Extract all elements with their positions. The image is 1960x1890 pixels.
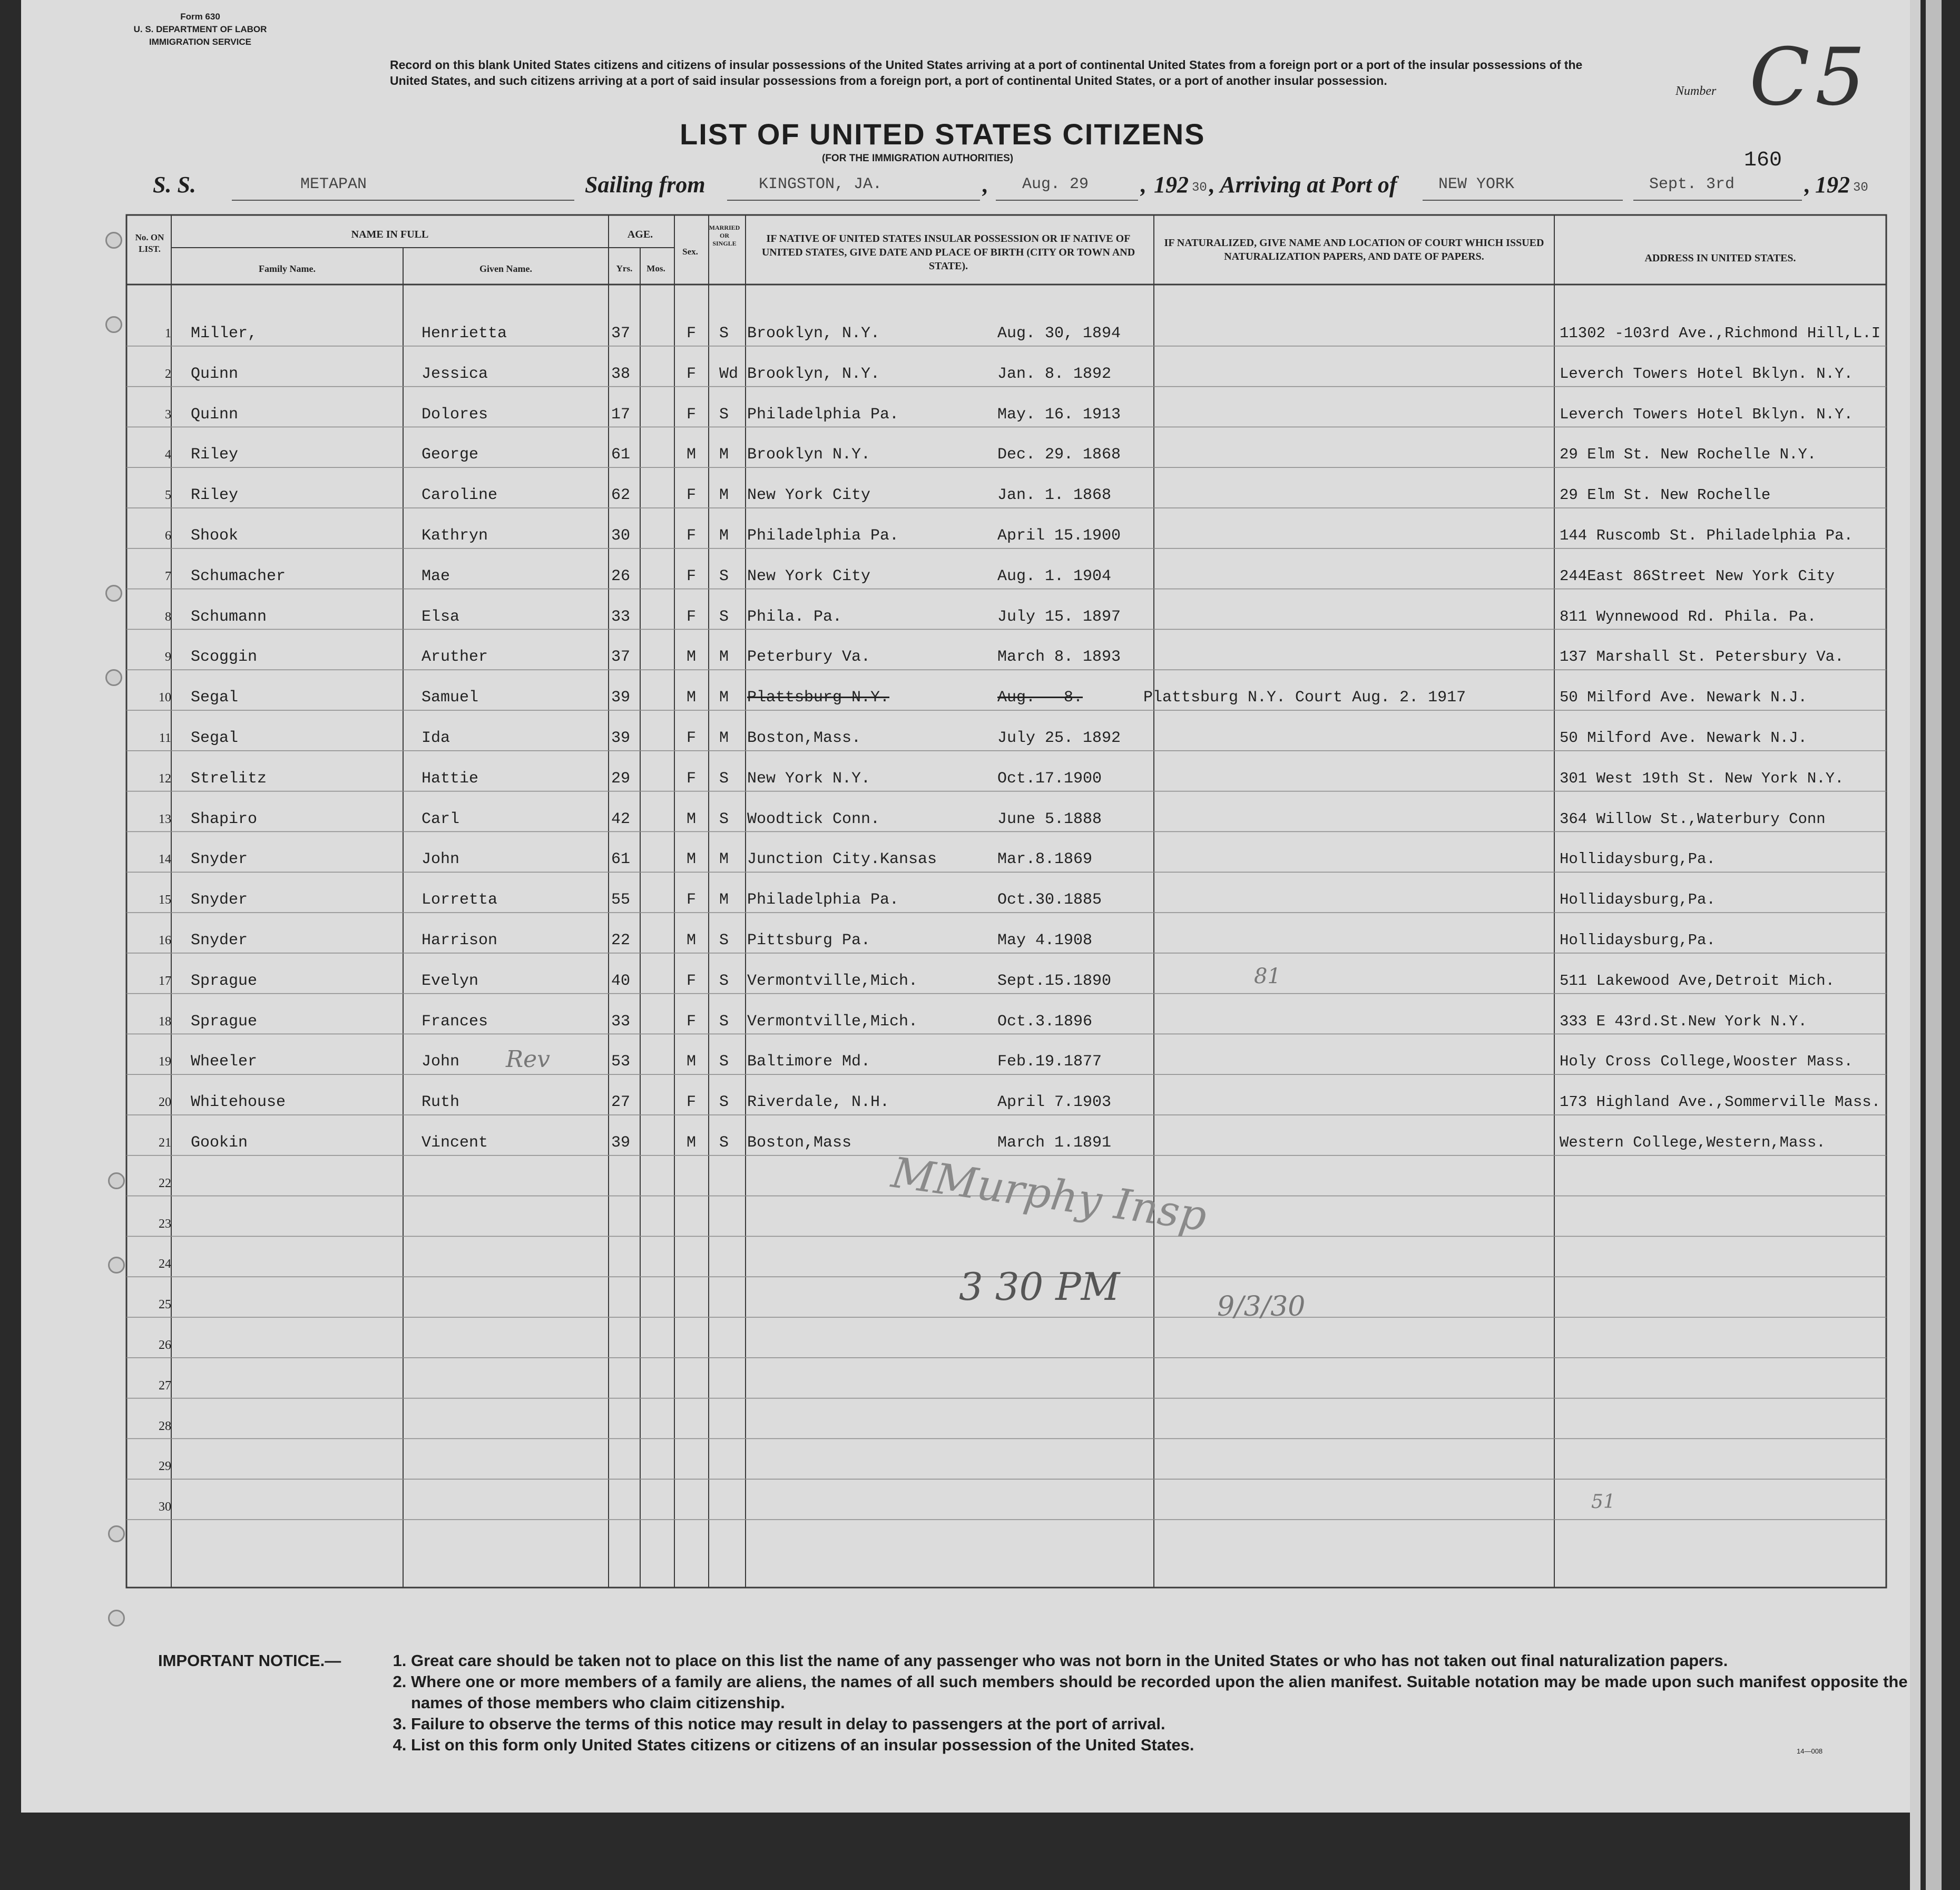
cell-address: 511 Lakewood Ave,Detroit Mich. — [1560, 972, 1835, 990]
cell-yrs: 61 — [611, 850, 631, 869]
service-name: IMMIGRATION SERVICE — [149, 37, 251, 47]
cell-given: Jessica — [422, 365, 488, 383]
cell-given: Aruther — [422, 648, 488, 667]
notice-item-1: 1. Great care should be taken not to place on this list the name of any passenger who was not born in the United States or who has not taken out final naturalization papers. — [411, 1650, 1918, 1671]
cell-address: 364 Willow St.,Waterbury Conn — [1560, 810, 1826, 828]
notice-lead: IMPORTANT NOTICE.— — [158, 1651, 341, 1670]
col-given: Given Name. — [479, 263, 532, 274]
cell-address: Leverch Towers Hotel Bklyn. N.Y. — [1560, 365, 1853, 383]
row-number: 11 — [159, 731, 171, 745]
cell-ms: M — [719, 527, 729, 545]
cell-date: Oct.17.1900 — [997, 769, 1102, 788]
col-yrs: Yrs. — [616, 263, 633, 273]
row-number: 7 — [165, 569, 171, 583]
arrival-date: Sept. 3rd — [1649, 175, 1735, 193]
manifest-sheet — [21, 0, 1910, 1813]
row-number: 1 — [165, 327, 171, 340]
cell-given: Lorretta — [422, 891, 498, 909]
cell-family: Snyder — [191, 932, 248, 949]
cell-address: 173 Highland Ave.,Sommerville Mass. — [1560, 1093, 1881, 1111]
cell-date: April 7.1903 — [997, 1093, 1112, 1112]
notice-item-4: 4. List on this form only United States citizens or citizens of an insular possession of the United States. — [411, 1735, 1918, 1756]
cell-given: Frances — [422, 1012, 488, 1031]
cell-address: 29 Elm St. New Rochelle — [1560, 486, 1771, 504]
cell-address: Leverch Towers Hotel Bklyn. N.Y. — [1560, 405, 1853, 423]
sailing-label: Sailing from — [585, 172, 705, 198]
cell-sex: M — [687, 1134, 697, 1152]
cell-date: March 8. 1893 — [997, 648, 1121, 667]
cell-date: Jan. 8. 1892 — [997, 365, 1112, 383]
cell-sex: M — [687, 932, 697, 949]
cell-date: April 15.1900 — [997, 527, 1121, 545]
cell-address: Western College,Western,Mass. — [1560, 1134, 1826, 1151]
cell-sex: M — [687, 810, 697, 828]
cell-yrs: 27 — [611, 1093, 631, 1112]
row-number: 5 — [165, 488, 171, 503]
cell-family: Whitehouse — [191, 1093, 286, 1112]
row-number: 18 — [159, 1014, 171, 1029]
cell-given: Vincent — [422, 1134, 488, 1152]
cell-sex: F — [687, 567, 697, 585]
cell-place: Philadelphia Pa. — [747, 527, 899, 545]
cell-date: March 1.1891 — [997, 1134, 1112, 1152]
cell-place: Philadelphia Pa. — [747, 405, 899, 424]
cell-given: Dolores — [422, 405, 488, 424]
form-code: 14—008 — [1797, 1747, 1823, 1755]
cell-date: Aug. 30, 1894 — [997, 325, 1121, 342]
cell-yrs: 37 — [611, 325, 631, 342]
notice-item-2: 2. Where one or more members of a family are aliens, the names of all such members should be recorded upon the alien manifest. Suitable notation may be made upon such manifest opposite the names of those members who claim citizenship. — [411, 1671, 1918, 1713]
cell-date: Dec. 29. 1868 — [997, 446, 1121, 464]
form-instruction: Record on this blank United States citizens and citizens of insular possessions of the United States arriving at a port of continental United States from a foreign port or a port of the insular possessions of the United States, and such citizens arriving at a port of said insular possessions from a foreign port, a port of continental United States, or a port of another insular possession. — [390, 58, 1583, 87]
notice-list — [395, 1650, 1918, 1756]
from-port: KINGSTON, JA. — [759, 175, 883, 193]
cell-date: June 5.1888 — [997, 810, 1102, 828]
cell-yrs: 30 — [611, 527, 631, 545]
cell-address: 333 E 43rd.St.New York N.Y. — [1560, 1012, 1807, 1030]
cell-address: 301 West 19th St. New York N.Y. — [1560, 769, 1844, 787]
cell-date: Aug. - 8. — [997, 689, 1083, 707]
page-title: LIST OF UNITED STATES CITIZENS — [680, 117, 1206, 151]
cell-place: Vermontville,Mich. — [747, 972, 918, 990]
row-number: 16 — [159, 934, 171, 947]
cell-ms: S — [719, 972, 729, 990]
cell-ms: S — [719, 1053, 729, 1071]
binding-hole — [105, 232, 122, 249]
row-number: 22 — [159, 1176, 171, 1190]
row-number: 23 — [159, 1217, 171, 1231]
cell-place: Peterbury Va. — [747, 648, 871, 667]
col-age-group: AGE. — [627, 229, 653, 240]
cell-ms: M — [719, 729, 729, 747]
cell-given: Samuel — [422, 689, 479, 707]
cell-place: Woodtick Conn. — [747, 810, 880, 828]
cell-given: John — [422, 1053, 460, 1071]
comma: , — [983, 172, 988, 198]
cell-address: 11302 -103rd Ave.,Richmond Hill,L.I — [1560, 325, 1881, 342]
cell-yrs: 42 — [611, 810, 631, 828]
handwritten-date: 9/3/30 — [1217, 1291, 1306, 1323]
col-married: MARRIED OR SINGLE — [709, 224, 740, 247]
cell-given: Elsa — [422, 608, 460, 626]
ss-label: S. S. — [153, 172, 196, 198]
row-number: 9 — [165, 650, 171, 664]
cell-ms: M — [719, 850, 729, 869]
col-birth: IF NATIVE OF UNITED STATES INSULAR POSSESSION OR IF NATIVE OF UNITED STATES, GIVE DATE AND PLACE OF BIRTH (CITY OR TOWN AND STATE). — [761, 233, 1135, 272]
cell-given: Caroline — [422, 486, 498, 505]
cell-ms: M — [719, 486, 729, 505]
row-number: 3 — [165, 407, 171, 422]
cell-ms: S — [719, 1134, 729, 1152]
cell-family: Sprague — [191, 972, 258, 990]
cell-place: Junction City.Kansas — [747, 850, 937, 869]
cell-sex: F — [687, 972, 697, 990]
cell-sex: M — [687, 1053, 697, 1071]
cell-place: Vermontville,Mich. — [747, 1012, 918, 1031]
row-number: 30 — [159, 1500, 171, 1514]
col-address: ADDRESS IN UNITED STATES. — [1644, 252, 1796, 264]
cell-ms: S — [719, 405, 729, 424]
cell-place: New York N.Y. — [747, 769, 871, 788]
row-number: 12 — [159, 771, 171, 786]
adjacent-page-edge-2 — [1926, 0, 1942, 1890]
cell-ms: S — [719, 608, 729, 626]
cell-place: Philadelphia Pa. — [747, 891, 899, 909]
cell-family: Quinn — [191, 365, 239, 383]
cell-family: Sprague — [191, 1012, 258, 1031]
cell-family: Scoggin — [191, 648, 258, 667]
cell-yrs: 17 — [611, 405, 631, 424]
cell-date: Mar.8.1869 — [997, 850, 1093, 869]
cell-address: 137 Marshall St. Petersbury Va. — [1560, 648, 1844, 666]
cell-sex: M — [687, 648, 697, 667]
cell-family: Snyder — [191, 850, 248, 869]
cell-sex: M — [687, 689, 697, 707]
cell-sex: F — [687, 527, 697, 545]
cell-given: Ida — [422, 729, 450, 747]
cell-date: May 4.1908 — [997, 932, 1093, 949]
cell-yrs: 22 — [611, 932, 631, 949]
cell-place: New York City — [747, 486, 871, 505]
binding-hole — [108, 1610, 125, 1627]
cell-address: Hollidaysburg,Pa. — [1560, 850, 1716, 868]
cell-date: May. 16. 1913 — [997, 405, 1121, 424]
cell-sex: F — [687, 325, 697, 342]
col-name-group: NAME IN FULL — [351, 229, 429, 240]
cell-date: Aug. 1. 1904 — [997, 567, 1112, 585]
cell-family: Segal — [191, 729, 239, 747]
cell-address: 244East 86Street New York City — [1560, 567, 1835, 585]
cell-nat: Plattsburg N.Y. Court Aug. 2. 1917 — [1143, 689, 1466, 707]
cell-sex: F — [687, 608, 697, 626]
cell-given: Harrison — [422, 932, 498, 949]
cell-place: Pittsburg Pa. — [747, 932, 871, 949]
binding-hole — [108, 1525, 125, 1542]
cell-sex: F — [687, 769, 697, 788]
cell-family: Quinn — [191, 405, 239, 424]
handwritten-51: 51 — [1591, 1491, 1615, 1513]
cell-family: Strelitz — [191, 769, 267, 788]
cell-sex: M — [687, 850, 697, 869]
ship-name: METAPAN — [300, 175, 367, 193]
row-number: 29 — [159, 1460, 171, 1474]
cell-yrs: 53 — [611, 1053, 631, 1071]
row-number: 6 — [165, 529, 171, 543]
row-number: 28 — [159, 1419, 171, 1433]
cell-yrs: 29 — [611, 769, 631, 788]
cell-yrs: 33 — [611, 1012, 631, 1031]
cell-given: George — [422, 446, 479, 464]
cell-family: Snyder — [191, 891, 248, 909]
col-naturalized: IF NATURALIZED, GIVE NAME AND LOCATION OF COURT WHICH ISSUED NATURALIZATION PAPERS, AND DATE OF PAPERS. — [1164, 237, 1544, 262]
row-number: 2 — [165, 367, 171, 381]
cell-yrs: 61 — [611, 446, 631, 464]
number-label: Number — [1675, 84, 1717, 98]
notice-item-3: 3. Failure to observe the terms of this notice may result in delay to passengers at the port of arrival. — [411, 1713, 1918, 1735]
cell-ms: S — [719, 810, 729, 828]
binding-hole — [105, 585, 122, 602]
cell-place: Plattsburg N.Y. — [747, 689, 890, 707]
cell-given: Ruth — [422, 1093, 460, 1112]
cell-address: Hollidaysburg,Pa. — [1560, 891, 1716, 909]
cell-address: 50 Milford Ave. Newark N.J. — [1560, 729, 1807, 747]
cell-date: July 15. 1897 — [997, 608, 1121, 626]
cell-yrs: 55 — [611, 891, 631, 909]
cell-sex: F — [687, 405, 697, 424]
handwritten-81: 81 — [1254, 964, 1281, 988]
row-number: 25 — [159, 1298, 171, 1312]
row-number: 8 — [165, 610, 171, 624]
cell-family: Riley — [191, 446, 239, 464]
cell-place: Baltimore Md. — [747, 1053, 871, 1071]
cell-ms: S — [719, 325, 729, 342]
cell-address: 144 Ruscomb St. Philadelphia Pa. — [1560, 527, 1853, 544]
cell-date: Oct.30.1885 — [997, 891, 1102, 909]
cell-yrs: 33 — [611, 608, 631, 626]
cell-given: John — [422, 850, 460, 869]
col-sex: Sex. — [682, 247, 698, 257]
cell-sex: M — [687, 446, 697, 464]
cell-yrs: 38 — [611, 365, 631, 383]
cell-ms: M — [719, 648, 729, 667]
arrival-year-printed: 192 — [1815, 172, 1850, 198]
cell-ms: S — [719, 769, 729, 788]
cell-yrs: 39 — [611, 729, 631, 747]
cell-yrs: 62 — [611, 486, 631, 505]
cell-ms: S — [719, 1093, 729, 1112]
row-number: 19 — [159, 1055, 171, 1069]
cell-given: Henrietta — [422, 325, 507, 342]
cell-family: Riley — [191, 486, 239, 505]
sail-date: Aug. 29 — [1022, 175, 1089, 193]
cell-given: Carl — [422, 810, 460, 828]
cell-ms: S — [719, 567, 729, 585]
cell-yrs: 26 — [611, 567, 631, 585]
cell-family: Wheeler — [191, 1053, 258, 1071]
cell-date: July 25. 1892 — [997, 729, 1121, 747]
cell-sex: F — [687, 1012, 697, 1031]
cell-date: Jan. 1. 1868 — [997, 486, 1112, 505]
cell-ms: M — [719, 446, 729, 464]
cell-sex: F — [687, 891, 697, 909]
cell-family: Schumacher — [191, 567, 286, 585]
cell-address: 29 Elm St. New Rochelle N.Y. — [1560, 446, 1817, 464]
cell-place: Boston,Mass. — [747, 729, 861, 747]
cell-place: Boston,Mass — [747, 1134, 852, 1152]
cell-place: Phila. Pa. — [747, 608, 842, 626]
cell-address: Hollidaysburg,Pa. — [1560, 932, 1716, 949]
col-mos: Mos. — [646, 263, 665, 273]
cell-place: Brooklyn, N.Y. — [747, 325, 880, 342]
cell-yrs: 40 — [611, 972, 631, 990]
page-subtitle: (FOR THE IMMIGRATION AUTHORITIES) — [822, 153, 1014, 164]
cell-place: Brooklyn, N.Y. — [747, 365, 880, 383]
cell-yrs: 39 — [611, 1134, 631, 1152]
col-no: No. ON LIST. — [135, 232, 164, 254]
cell-family: Miller, — [191, 325, 258, 342]
handwritten-rev: Rev — [506, 1046, 551, 1073]
cell-family: Shapiro — [191, 810, 258, 828]
row-number: 27 — [159, 1378, 171, 1393]
cell-yrs: 39 — [611, 689, 631, 707]
adjacent-page-edge — [1910, 0, 1920, 1890]
cell-address: Holy Cross College,Wooster Mass. — [1560, 1053, 1853, 1071]
cell-date: Feb.19.1877 — [997, 1053, 1102, 1071]
row-number: 14 — [159, 853, 171, 867]
row-number: 15 — [159, 893, 171, 907]
row-number: 13 — [159, 812, 171, 826]
cell-family: Gookin — [191, 1134, 248, 1152]
cell-sex: F — [687, 1093, 697, 1112]
cell-sex: F — [687, 486, 697, 505]
binding-hole — [105, 669, 122, 686]
cell-yrs: 37 — [611, 648, 631, 667]
arrival-year-typed: 30 — [1853, 181, 1868, 195]
cell-place: New York City — [747, 567, 871, 585]
cell-ms: S — [719, 1012, 729, 1031]
number-value: C5 — [1749, 32, 1871, 123]
department-name: U. S. DEPARTMENT OF LABOR — [133, 24, 267, 34]
cell-place: Brooklyn N.Y. — [747, 446, 871, 464]
comma-3: , — [1805, 172, 1810, 198]
form-number: Form 630 — [180, 12, 220, 22]
cell-ms: Wd — [719, 365, 739, 383]
cell-given: Evelyn — [422, 972, 479, 990]
cell-place: Riverdale, N.H. — [747, 1093, 890, 1112]
cell-ms: M — [719, 891, 729, 909]
row-number: 17 — [159, 974, 171, 988]
cell-family: Segal — [191, 689, 239, 707]
binding-hole — [108, 1172, 125, 1189]
row-number: 24 — [159, 1257, 171, 1271]
cell-given: Kathryn — [422, 527, 488, 545]
arrival-port: NEW YORK — [1438, 175, 1515, 193]
row-number: 21 — [159, 1136, 171, 1150]
cell-given: Hattie — [422, 769, 479, 788]
cell-ms: M — [719, 689, 729, 707]
inspector-signature: MMurphy Insp — [888, 1148, 1210, 1241]
cell-given: Mae — [422, 567, 450, 585]
cell-date: Sept.15.1890 — [997, 972, 1112, 990]
row-number: 10 — [159, 691, 171, 705]
cell-address: 811 Wynnewood Rd. Phila. Pa. — [1560, 608, 1817, 625]
binding-hole — [105, 316, 122, 333]
sail-year-printed: 192 — [1154, 172, 1189, 198]
col-family: Family Name. — [259, 263, 316, 274]
row-number: 4 — [165, 448, 171, 462]
binding-hole — [108, 1257, 125, 1274]
cell-sex: F — [687, 365, 697, 383]
cell-family: Schumann — [191, 608, 267, 626]
handwritten-time: 3 30 PM — [959, 1265, 1120, 1309]
arriving-label: , Arriving at Port of — [1209, 172, 1397, 198]
sheet-number: 160 — [1744, 149, 1782, 172]
cell-ms: S — [719, 932, 729, 949]
row-number: 20 — [159, 1095, 171, 1110]
comma-2: , — [1141, 172, 1146, 198]
cell-address: 50 Milford Ave. Newark N.J. — [1560, 689, 1807, 707]
cell-family: Shook — [191, 527, 239, 545]
cell-date: Oct.3.1896 — [997, 1012, 1093, 1031]
cell-sex: F — [687, 729, 697, 747]
row-number: 26 — [159, 1338, 171, 1352]
sail-year-typed: 30 — [1192, 181, 1207, 195]
